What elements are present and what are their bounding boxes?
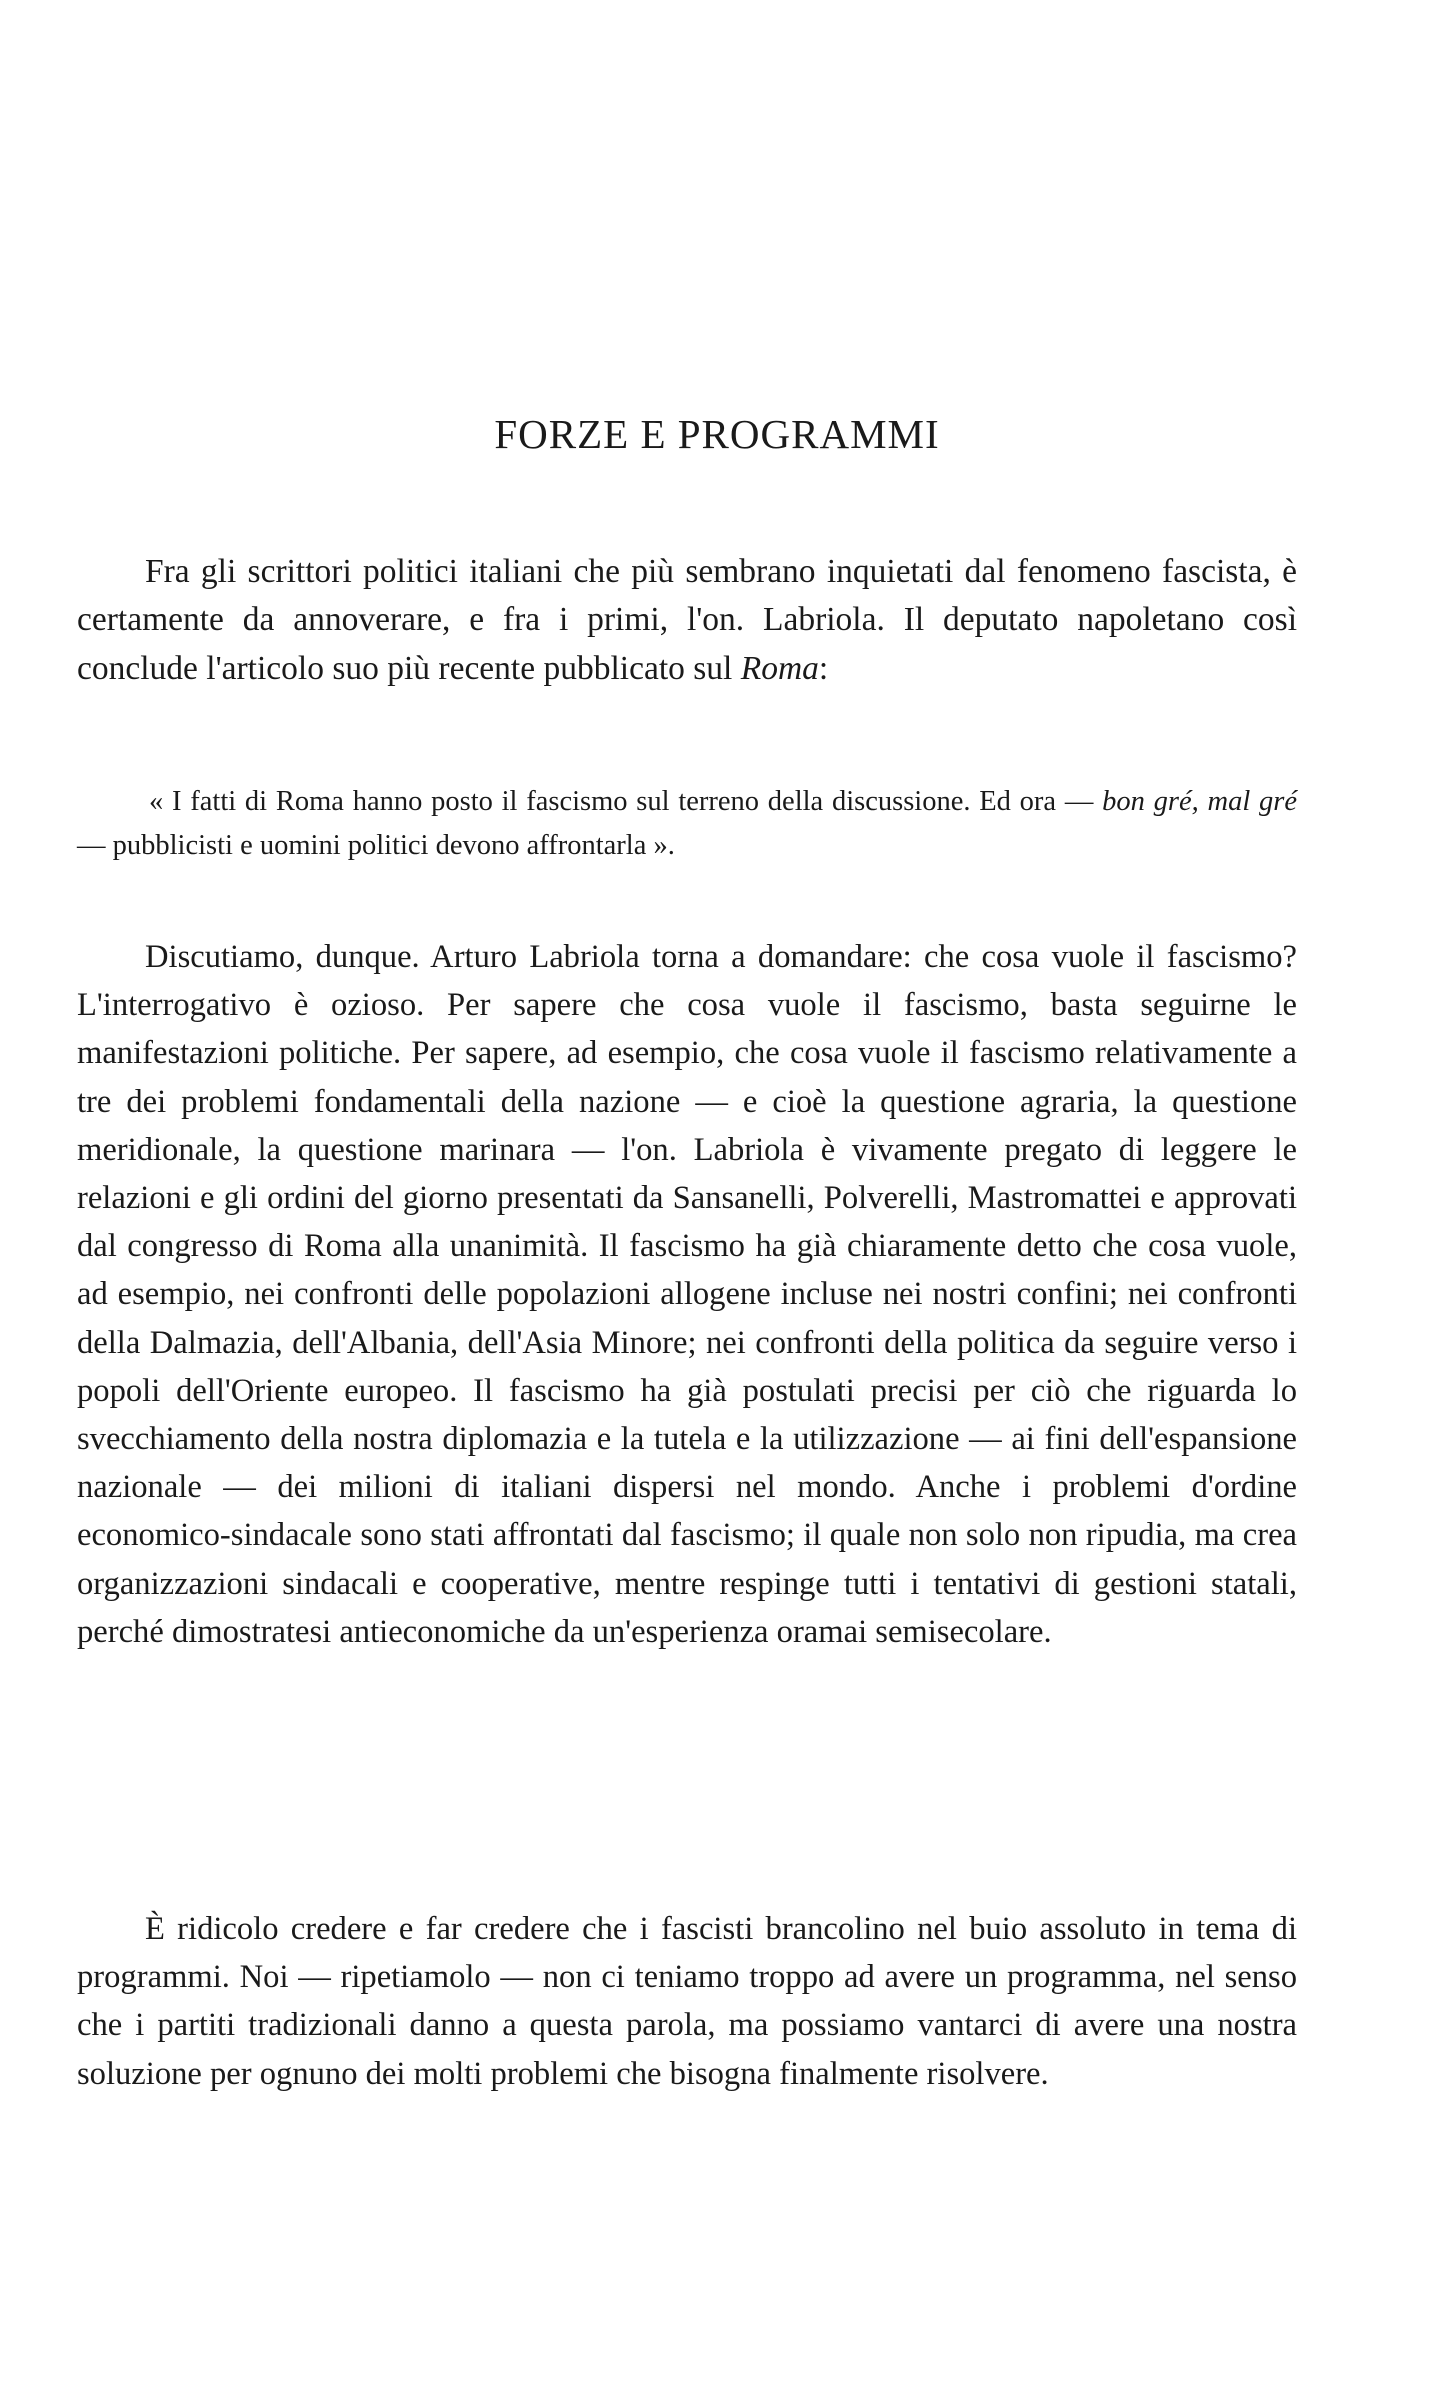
paragraph-intro-text: Fra gli scrittori politici italiani che più sembrano inquietati dal fenomeno fascista, è certamente da annoverare, e fra i primi, l'on. Labriola. Il deputato napoletano così conclude l'articolo suo più recente pubblicato sul: [77, 553, 1297, 687]
paragraph-discussion: Discutiamo, dunque. Arturo Labriola torna a domandare: che cosa vuole il fascismo? L'interrogativo è ozioso. Per sapere che cosa vuole il fascismo, basta seguirne le manifestazioni politiche. Per sapere, ad esempio, che cosa vuole il fascismo relativamente a tre dei problemi fondamentali della nazione — e cioè la questione agraria, la questione meridionale, la questione marinara — l'on. Labriola è vivamente pregato di leggere le relazioni e gli ordini del giorno presentati da Sansanelli, Polverelli, Mastromattei e approvati dal congresso di Roma alla unanimità. Il fascismo ha già chiaramente detto che cosa vuole, ad esempio, nei confronti delle popolazioni allogene incluse nei nostri confini; nei confronti della Dalmazia, dell'Albania, dell'Asia Minore; nei confronti della politica da seguire verso i popoli dell'Oriente europeo. Il fascismo ha già postulati precisi per ciò che riguarda lo svecchiamento della nostra diplomazia e la tutela e la utilizzazione — ai fini dell'espansione nazionale — dei milioni di italiani dispersi nel mondo. Anche i problemi d'ordine economico-sindacale sono stati affrontati dal fascismo; il quale non solo non ripudia, ma crea organizzazioni sindacali e cooperative, mentre respinge tutti i tentativi di gestioni statali, perché dimostratesi antieconomiche da un'esperienza oramai semisecolare.: [77, 939, 1297, 1650]
paragraph-intro: [77, 548, 1297, 693]
newspaper-title: Roma: [740, 649, 819, 687]
paragraph-intro-colon: :: [818, 649, 829, 687]
quote-text-start: « I fatti di Roma hanno posto il fascismo sul terreno della discussione. Ed ora —: [149, 786, 1103, 817]
paragraph-conclusion: È ridicolo credere e far credere che i fascisti brancolino nel buio assoluto in tema di programmi. Noi — ripetiamolo — non ci teniamo troppo ad avere un programma, nel senso che i partiti tradizionali danno a questa parola, ma possiamo vantarci di avere una nostra soluzione per ognuno dei molti problemi che bisogna finalmente risolvere.: [77, 1911, 1297, 2092]
quote-text-end: — pubblicisti e uomini politici devono affrontarla ».: [77, 830, 675, 861]
block-quote: [77, 780, 1297, 868]
quote-italic-phrase: bon gré, mal gré: [1102, 786, 1297, 817]
page-title: FORZE E PROGRAMMI: [494, 411, 940, 457]
